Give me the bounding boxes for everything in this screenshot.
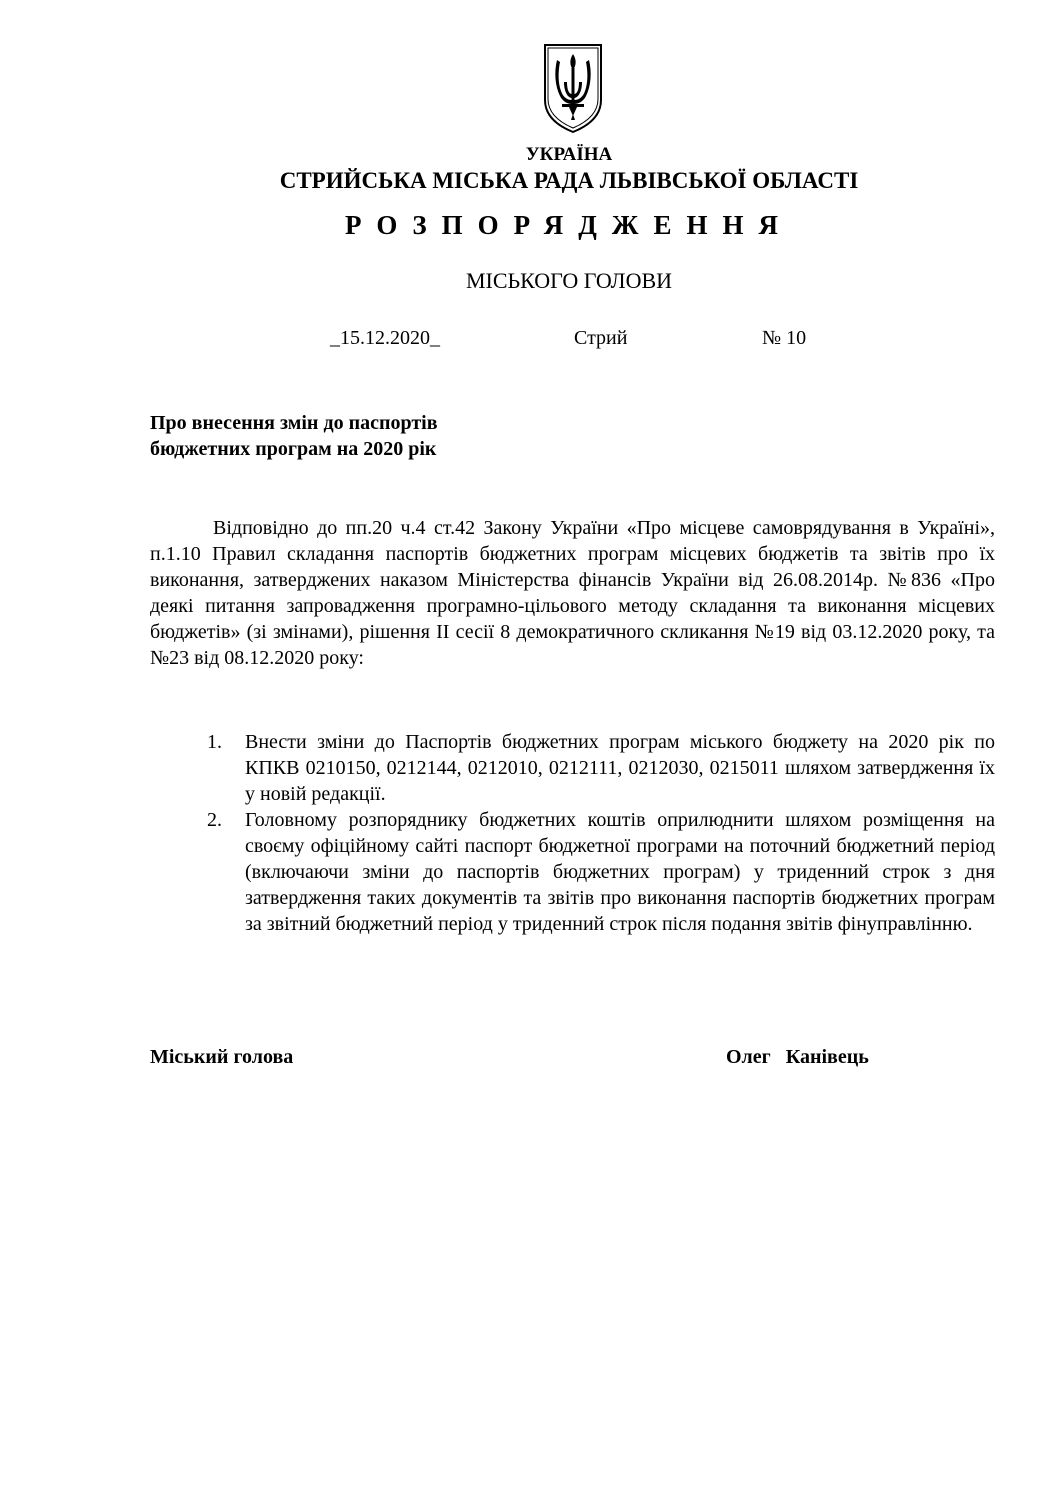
order-items-list [207, 729, 995, 937]
document-place: Стрий [574, 327, 628, 349]
item-number: 2. [207, 809, 222, 831]
item-text: Внести зміни до Паспортів бюджетних програм міського бюджету на 2020 рік по КПКВ 0210150, 0212144, 0212010, 0212111, 0212030, 0215011 шляхом затвердження їх у новій редакції. [245, 731, 995, 805]
issuer-heading: МІСЬКОГО ГОЛОВИ [465, 268, 673, 293]
document-date: _15.12.2020_ [330, 327, 440, 349]
council-heading: СТРИЙСЬКА МІСЬКА РАДА ЛЬВІВСЬКОЇ ОБЛАСТІ [279, 168, 859, 193]
subject-line: бюджетних програм на 2020 рік [150, 438, 437, 460]
item-text: Головному розпоряднику бюджетних коштів оприлюднити шляхом розміщення на своєму офіційному сайті паспорт бюджетної програми на поточний бюджетний період (включаючи зміни до паспортів бюджетних програм) у триденний строк з дня затвердження таких документів та звітів про виконання паспортів бюджетних програм за звітний бюджетний період у триденний строк після подання звітів фінуправлінню. [245, 809, 995, 935]
signature-name: Олег Канівець [726, 1046, 869, 1068]
signature-title: Міський голова [150, 1046, 294, 1068]
document-number: № 10 [762, 327, 807, 349]
order-item [207, 807, 995, 937]
order-item [207, 729, 995, 807]
item-number: 1. [207, 731, 222, 753]
document-type-heading: РОЗПОРЯДЖЕННЯ [344, 210, 794, 240]
preamble-paragraph: Відповідно до пп.20 ч.4 ст.42 Закону України «Про місцеве самоврядування в Україні», п.1.10 Правил складання паспортів бюджетних програм місцевих бюджетів та звітів про їх виконання, затверджених наказом Міністерства фінансів України від 26.08.2014р. №836 «Про деякі питання запровадження програмно-цільового методу складання та виконання місцевих бюджетів» (зі змінами), рішення ІІ сесії 8 демократичного скликання №19 від 03.12.2020 року, та №23 від 08.12.2020 року: [150, 517, 995, 669]
country-heading: УКРАЇНА [525, 144, 613, 165]
trident-coat-of-arms-icon [542, 42, 604, 134]
document-subject [150, 410, 650, 462]
subject-line: Про внесення змін до паспортів [150, 412, 438, 434]
